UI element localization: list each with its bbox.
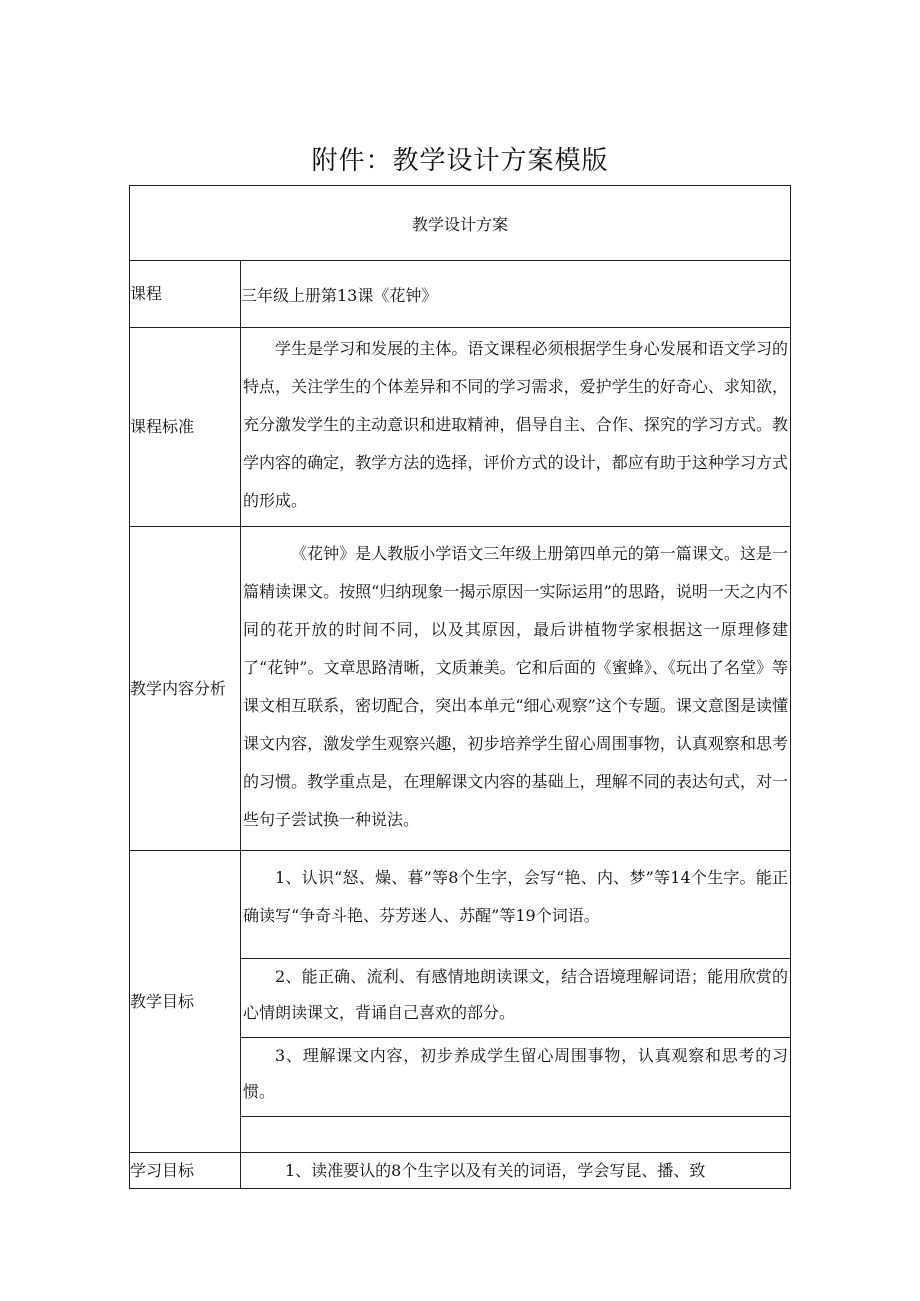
- objective-cell-empty: [241, 1117, 791, 1153]
- teaching-objectives-label: 教学目标: [130, 851, 241, 1153]
- standard-label: 课程标准: [130, 328, 241, 527]
- course-value: 三年级上册第13课《花钟》: [241, 261, 791, 328]
- content-analysis-text: 《花钟》是人教版小学语文三年级上册第四单元的第一篇课文。这是一篇精读课文。按照“归纳现象一揭示原因一实际运用”的思路，说明一天之内不同的花开放的时间不同，以及其原因，最后讲植物学家根据这一原理修建了“花钟”。文章思路清晰，文质兼美。它和后面的《蜜蜂》、《玩出了名堂》等课文相互联系，密切配合，突出本单元“细心观察”这个专题。课文意图是读懂课文内容，激发学生观察兴趣，初步培养学生留心周围事物，认真观察和思考的习惯。教学重点是，在理解课文内容的基础上，理解不同的表达句式，对一些句子尝试换一种说法。: [243, 544, 789, 829]
- objective-cell-1: [241, 851, 791, 959]
- objective-row-1: [130, 851, 791, 959]
- objective-cell-2: [241, 959, 791, 1038]
- objective-item: 2、能正确、流利、有感情地朗读课文，结合语境理解词语；能用欣赏的心情朗读课文，背诵自己喜欢的部分。: [243, 967, 789, 1022]
- standard-text: 学生是学习和发展的主体。语文课程必须根据学生身心发展和语文学习的特点，关注学生的个体差异和不同的学习需求，爱护学生的好奇心、求知欲，充分激发学生的主动意识和进取精神，倡导自主、合作、探究的学习方式。教学内容的确定，教学方法的选择，评价方式的设计，都应有助于这种学习方式的形成。: [243, 339, 789, 510]
- content-analysis-cell: [241, 527, 791, 851]
- learning-objectives-cell: [241, 1153, 791, 1189]
- learning-objectives-row: [130, 1153, 791, 1189]
- teaching-plan-table: [129, 185, 791, 1189]
- objective-cell-3: [241, 1038, 791, 1117]
- learning-objectives-label: 学习目标: [130, 1153, 241, 1189]
- objective-item: 1、认识“怒、燥、暮”等8个生字，会写“艳、内、梦”等14个生字。能正确读写“争奇斗艳、芬芳迷人、苏醒”等19个词语。: [243, 868, 789, 925]
- objective-item: 3、理解课文内容，初步养成学生留心周围事物，认真观察和思考的习惯。: [243, 1046, 789, 1101]
- standard-cell: [241, 328, 791, 527]
- page-title: 附件：教学设计方案模版: [311, 146, 609, 176]
- table-header: 教学设计方案: [130, 186, 791, 261]
- learning-objectives-text: 1、读准要认的8个生字以及有关的词语，学会写昆、播、致: [285, 1160, 706, 1180]
- content-analysis-label: 教学内容分析: [130, 527, 241, 851]
- table-header-row: [130, 186, 791, 261]
- course-row: [130, 261, 791, 328]
- course-label: 课程: [130, 261, 241, 328]
- content-analysis-row: [130, 527, 791, 851]
- standard-row: [130, 328, 791, 527]
